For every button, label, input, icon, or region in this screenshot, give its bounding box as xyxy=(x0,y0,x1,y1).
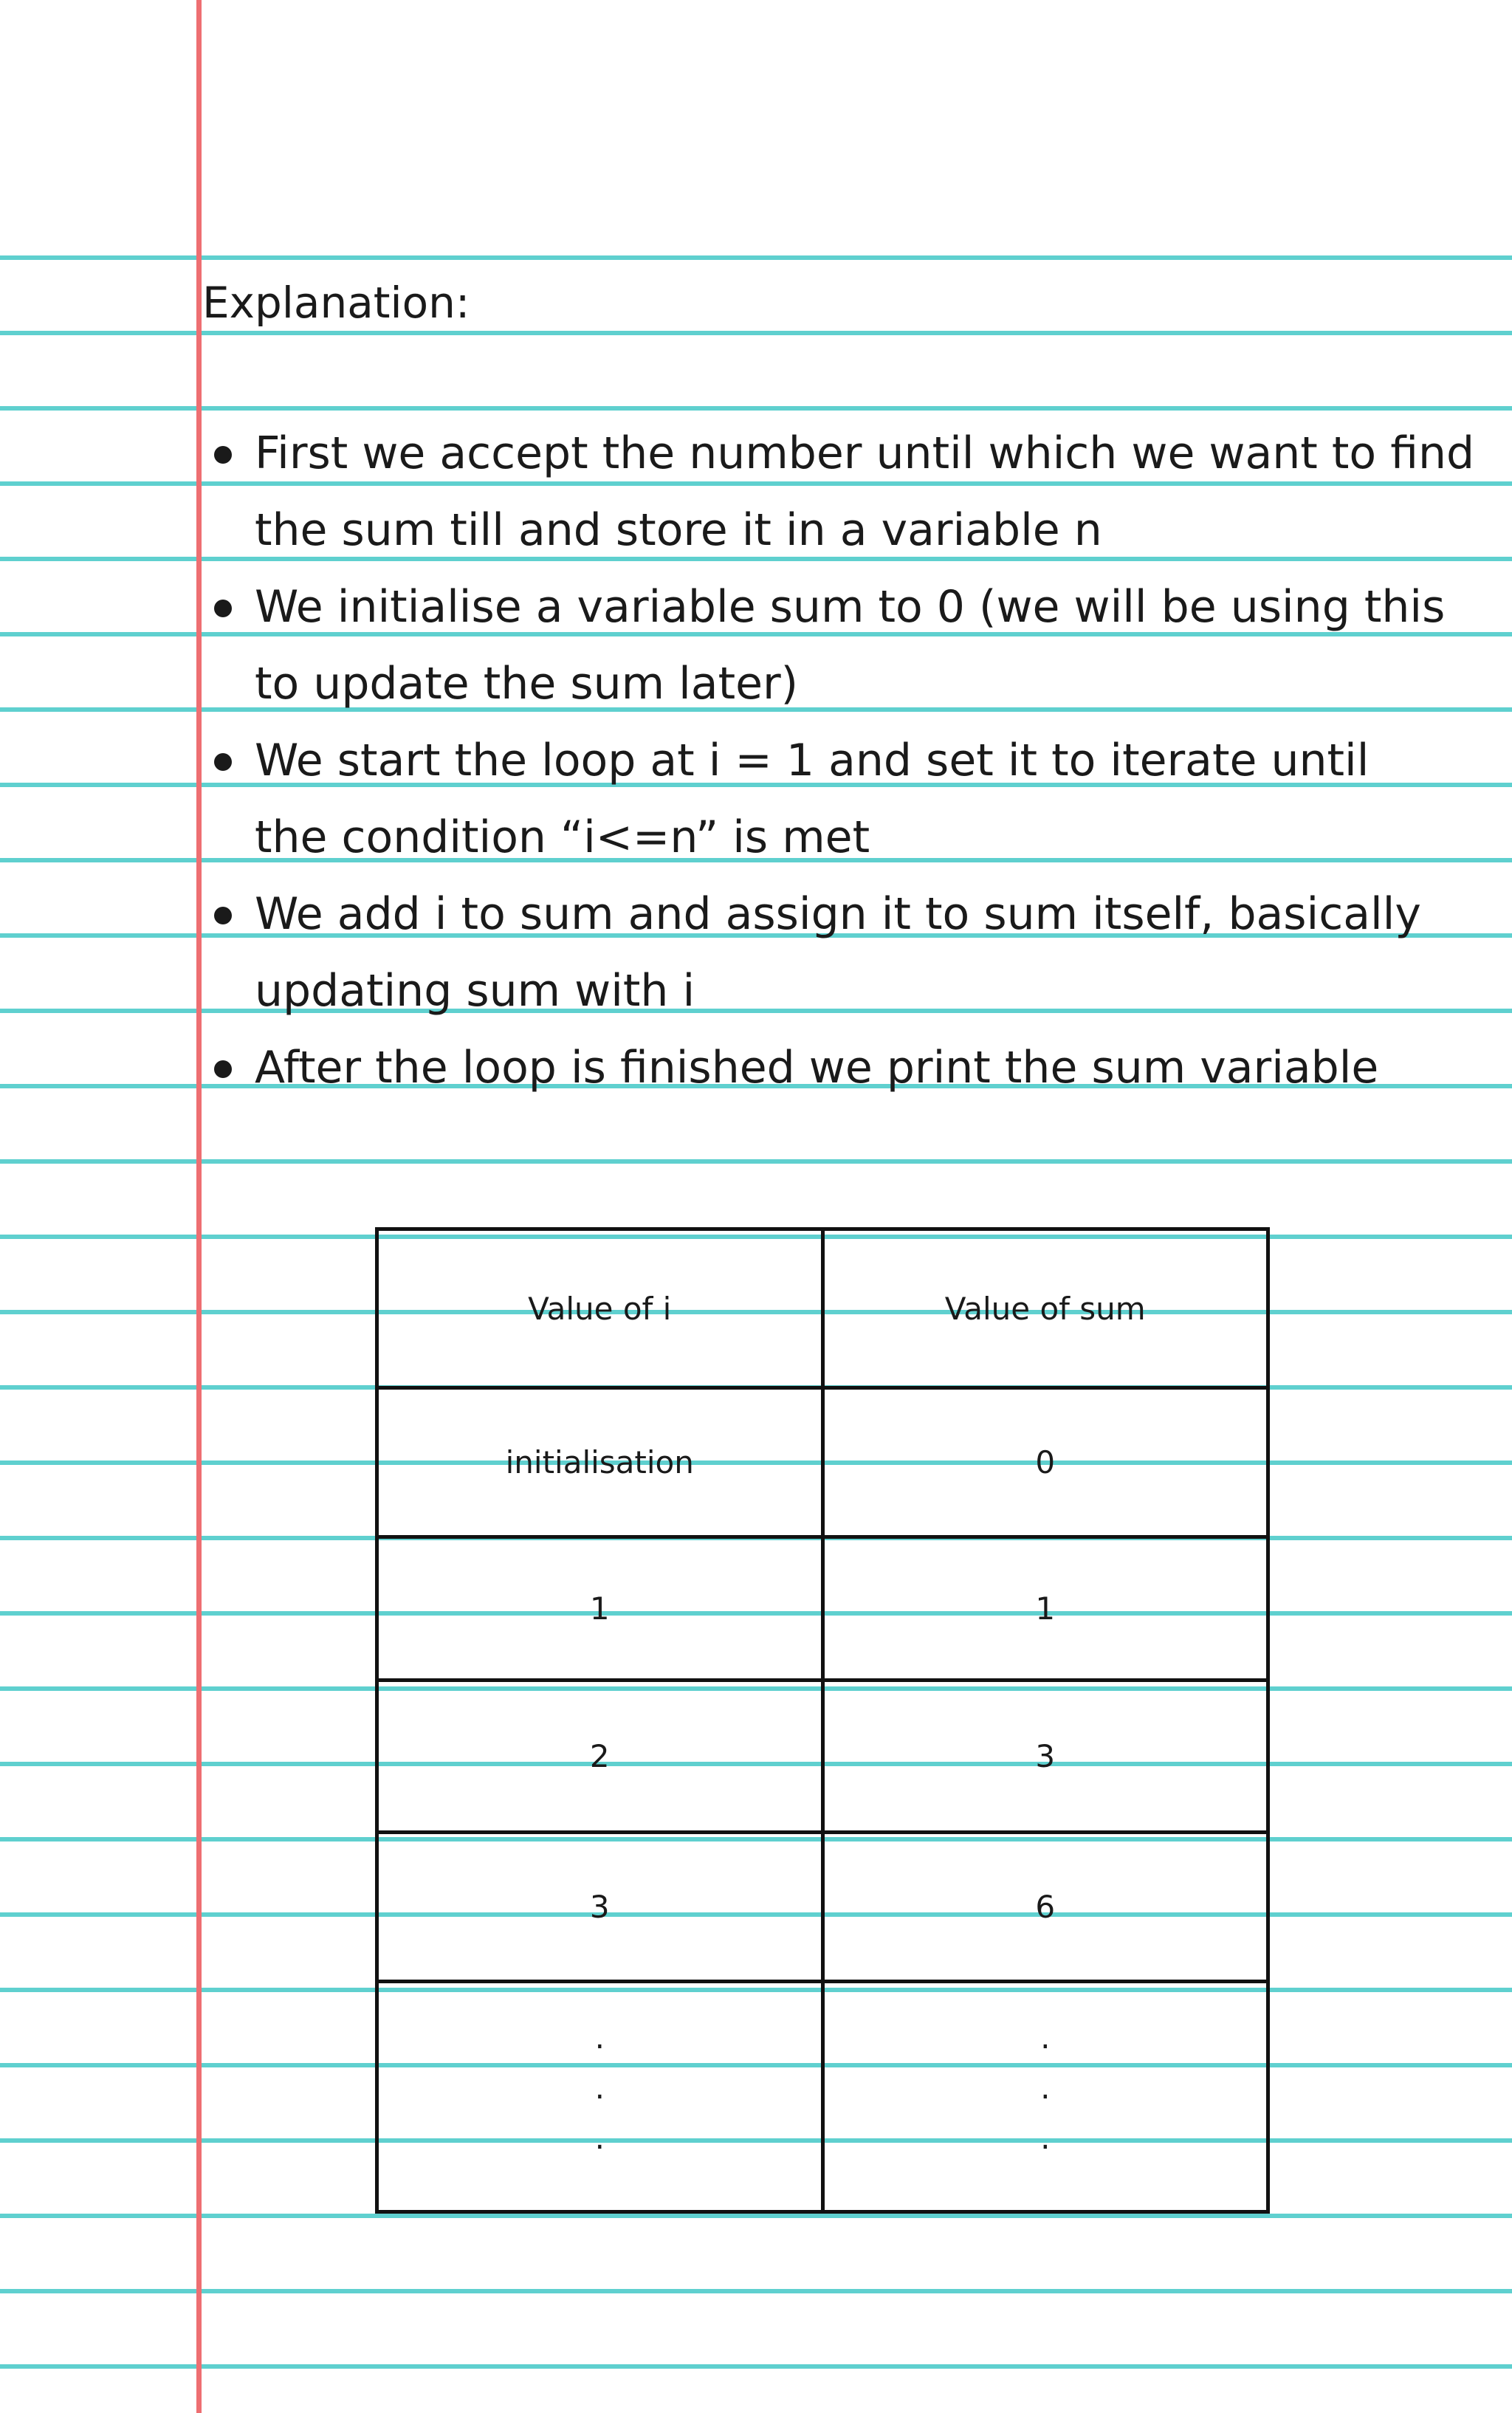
list-item-text: We initialise a variable sum to 0 (we will be using this xyxy=(255,581,1446,633)
table-header-cell: Value of sum xyxy=(821,1231,1267,1386)
list-item-text: First we accept the number until which we want to find xyxy=(255,428,1475,479)
margin-line xyxy=(196,0,202,2413)
list-item-text: the condition “i<=n” is met xyxy=(255,811,870,863)
table-cell: 3 xyxy=(821,1682,1267,1830)
ruled-line xyxy=(0,2214,1512,2218)
table-header-row xyxy=(379,1231,1266,1386)
ellipsis-dot: · xyxy=(594,2128,605,2165)
list-item-text: to update the sum later) xyxy=(255,658,799,710)
bullet-icon xyxy=(214,907,232,924)
list-item xyxy=(255,1029,1480,1106)
list-item xyxy=(255,415,1480,569)
list-item xyxy=(255,722,1480,876)
ruled-line xyxy=(0,1159,1512,1164)
list-item xyxy=(255,569,1480,722)
bullet-icon xyxy=(214,1060,232,1078)
ellipsis-dot: · xyxy=(594,2078,605,2115)
ellipsis-dot: · xyxy=(594,2028,605,2064)
ellipsis xyxy=(1040,2022,1050,2172)
table-row xyxy=(379,1678,1266,1830)
ruled-line xyxy=(0,2289,1512,2293)
table-cell: 2 xyxy=(589,1738,610,1774)
list-item-text: After the loop is finished we print the sum variable xyxy=(255,1042,1379,1094)
ellipsis-dot: · xyxy=(1040,2028,1051,2064)
table-cell xyxy=(379,1983,821,2210)
bullet-icon xyxy=(214,446,232,464)
bullet-icon xyxy=(214,753,232,771)
table-cell: 3 xyxy=(589,1889,610,1925)
ruled-line xyxy=(0,406,1512,411)
explanation-list xyxy=(255,415,1480,1106)
table-row xyxy=(379,1830,1266,1980)
table-row xyxy=(379,1535,1266,1678)
bullet-icon xyxy=(214,600,232,617)
ruled-line xyxy=(0,2364,1512,2369)
list-item xyxy=(255,876,1480,1029)
list-item-text: We start the loop at i = 1 and set it to iterate until xyxy=(255,735,1370,786)
ellipsis xyxy=(595,2022,605,2172)
table-row xyxy=(379,1980,1266,2210)
trace-table xyxy=(375,1227,1270,2214)
table-cell: initialisation xyxy=(505,1444,694,1480)
ellipsis-dot: · xyxy=(1040,2078,1051,2115)
list-item-text: the sum till and store it in a variable n xyxy=(255,504,1102,556)
page-heading: Explanation: xyxy=(202,278,470,328)
table-cell: 1 xyxy=(589,1590,610,1627)
table-cell: 0 xyxy=(821,1390,1267,1535)
ellipsis-dot: · xyxy=(1040,2128,1051,2165)
list-item-text: updating sum with i xyxy=(255,965,695,1017)
ruled-line xyxy=(0,255,1512,260)
table-header-cell: Value of i xyxy=(528,1290,672,1327)
table-cell xyxy=(821,1983,1267,2210)
list-item-text: We add i to sum and assign it to sum itself, basically xyxy=(255,888,1421,940)
table-cell: 6 xyxy=(821,1834,1267,1980)
table-row xyxy=(379,1386,1266,1535)
table-cell: 1 xyxy=(821,1539,1267,1678)
